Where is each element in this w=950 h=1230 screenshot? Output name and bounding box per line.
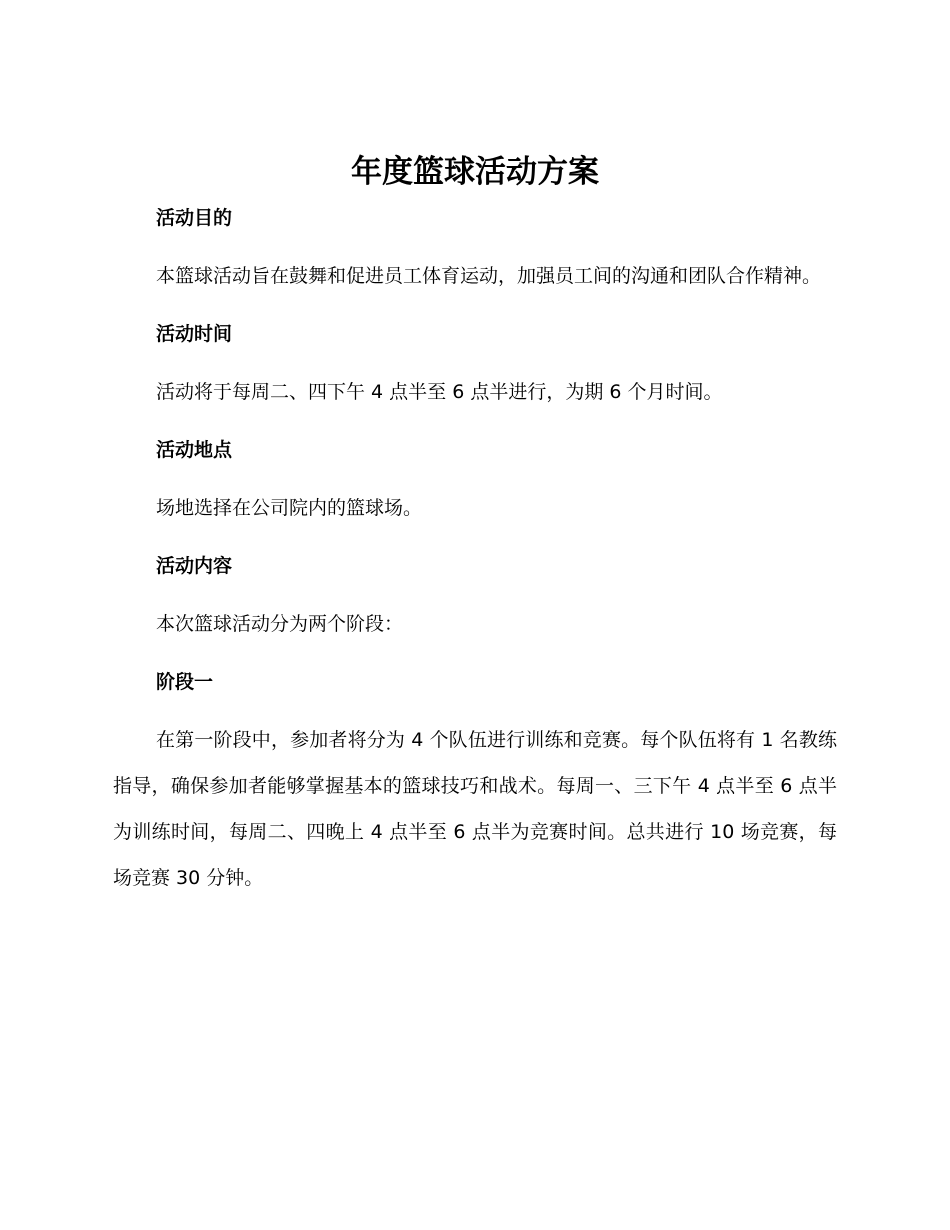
- section-paragraph: 本次篮球活动分为两个阶段：: [156, 613, 404, 635]
- section-content: [113, 551, 837, 647]
- section-paragraph: 活动将于每周二、四下午 4 点半至 6 点半进行，为期 6 个月时间。: [156, 381, 723, 403]
- spacer: [113, 194, 837, 203]
- spacer: [113, 349, 837, 369]
- section-heading: 活动地点: [156, 439, 233, 461]
- spacer: [113, 415, 837, 435]
- spacer: [113, 697, 837, 717]
- section-location: [113, 435, 837, 531]
- section-heading: 阶段一: [156, 671, 214, 693]
- section-phase-one: [113, 667, 837, 901]
- spacer: [113, 581, 837, 601]
- section-paragraph: 本篮球活动旨在鼓舞和促进员工体育运动，加强员工间的沟通和团队合作精神。: [156, 265, 822, 287]
- document-title: 年度篮球活动方案: [351, 154, 599, 190]
- spacer: [113, 233, 837, 253]
- section-time: [113, 319, 837, 415]
- section-heading: 活动时间: [156, 323, 233, 345]
- section-paragraph: 在第一阶段中，参加者将分为 4 个队伍进行训练和竞赛。每个队伍将有 1 名教练指导，确保参加者能够掌握基本的篮球技巧和战术。每周一、三下午 4 点半至 6 点半为训练时间，每周二、四晚上 4 点半至 6 点半为竞赛时间。总共进行 10 场竞赛，每场竞赛 30 分钟。: [113, 729, 837, 889]
- section-paragraph: 场地选择在公司院内的篮球场。: [156, 497, 423, 519]
- spacer: [113, 299, 837, 319]
- section-heading: 活动目的: [156, 207, 233, 229]
- spacer: [113, 465, 837, 485]
- spacer: [113, 647, 837, 667]
- spacer: [113, 531, 837, 551]
- section-purpose: [113, 203, 837, 299]
- section-heading: 活动内容: [156, 555, 233, 577]
